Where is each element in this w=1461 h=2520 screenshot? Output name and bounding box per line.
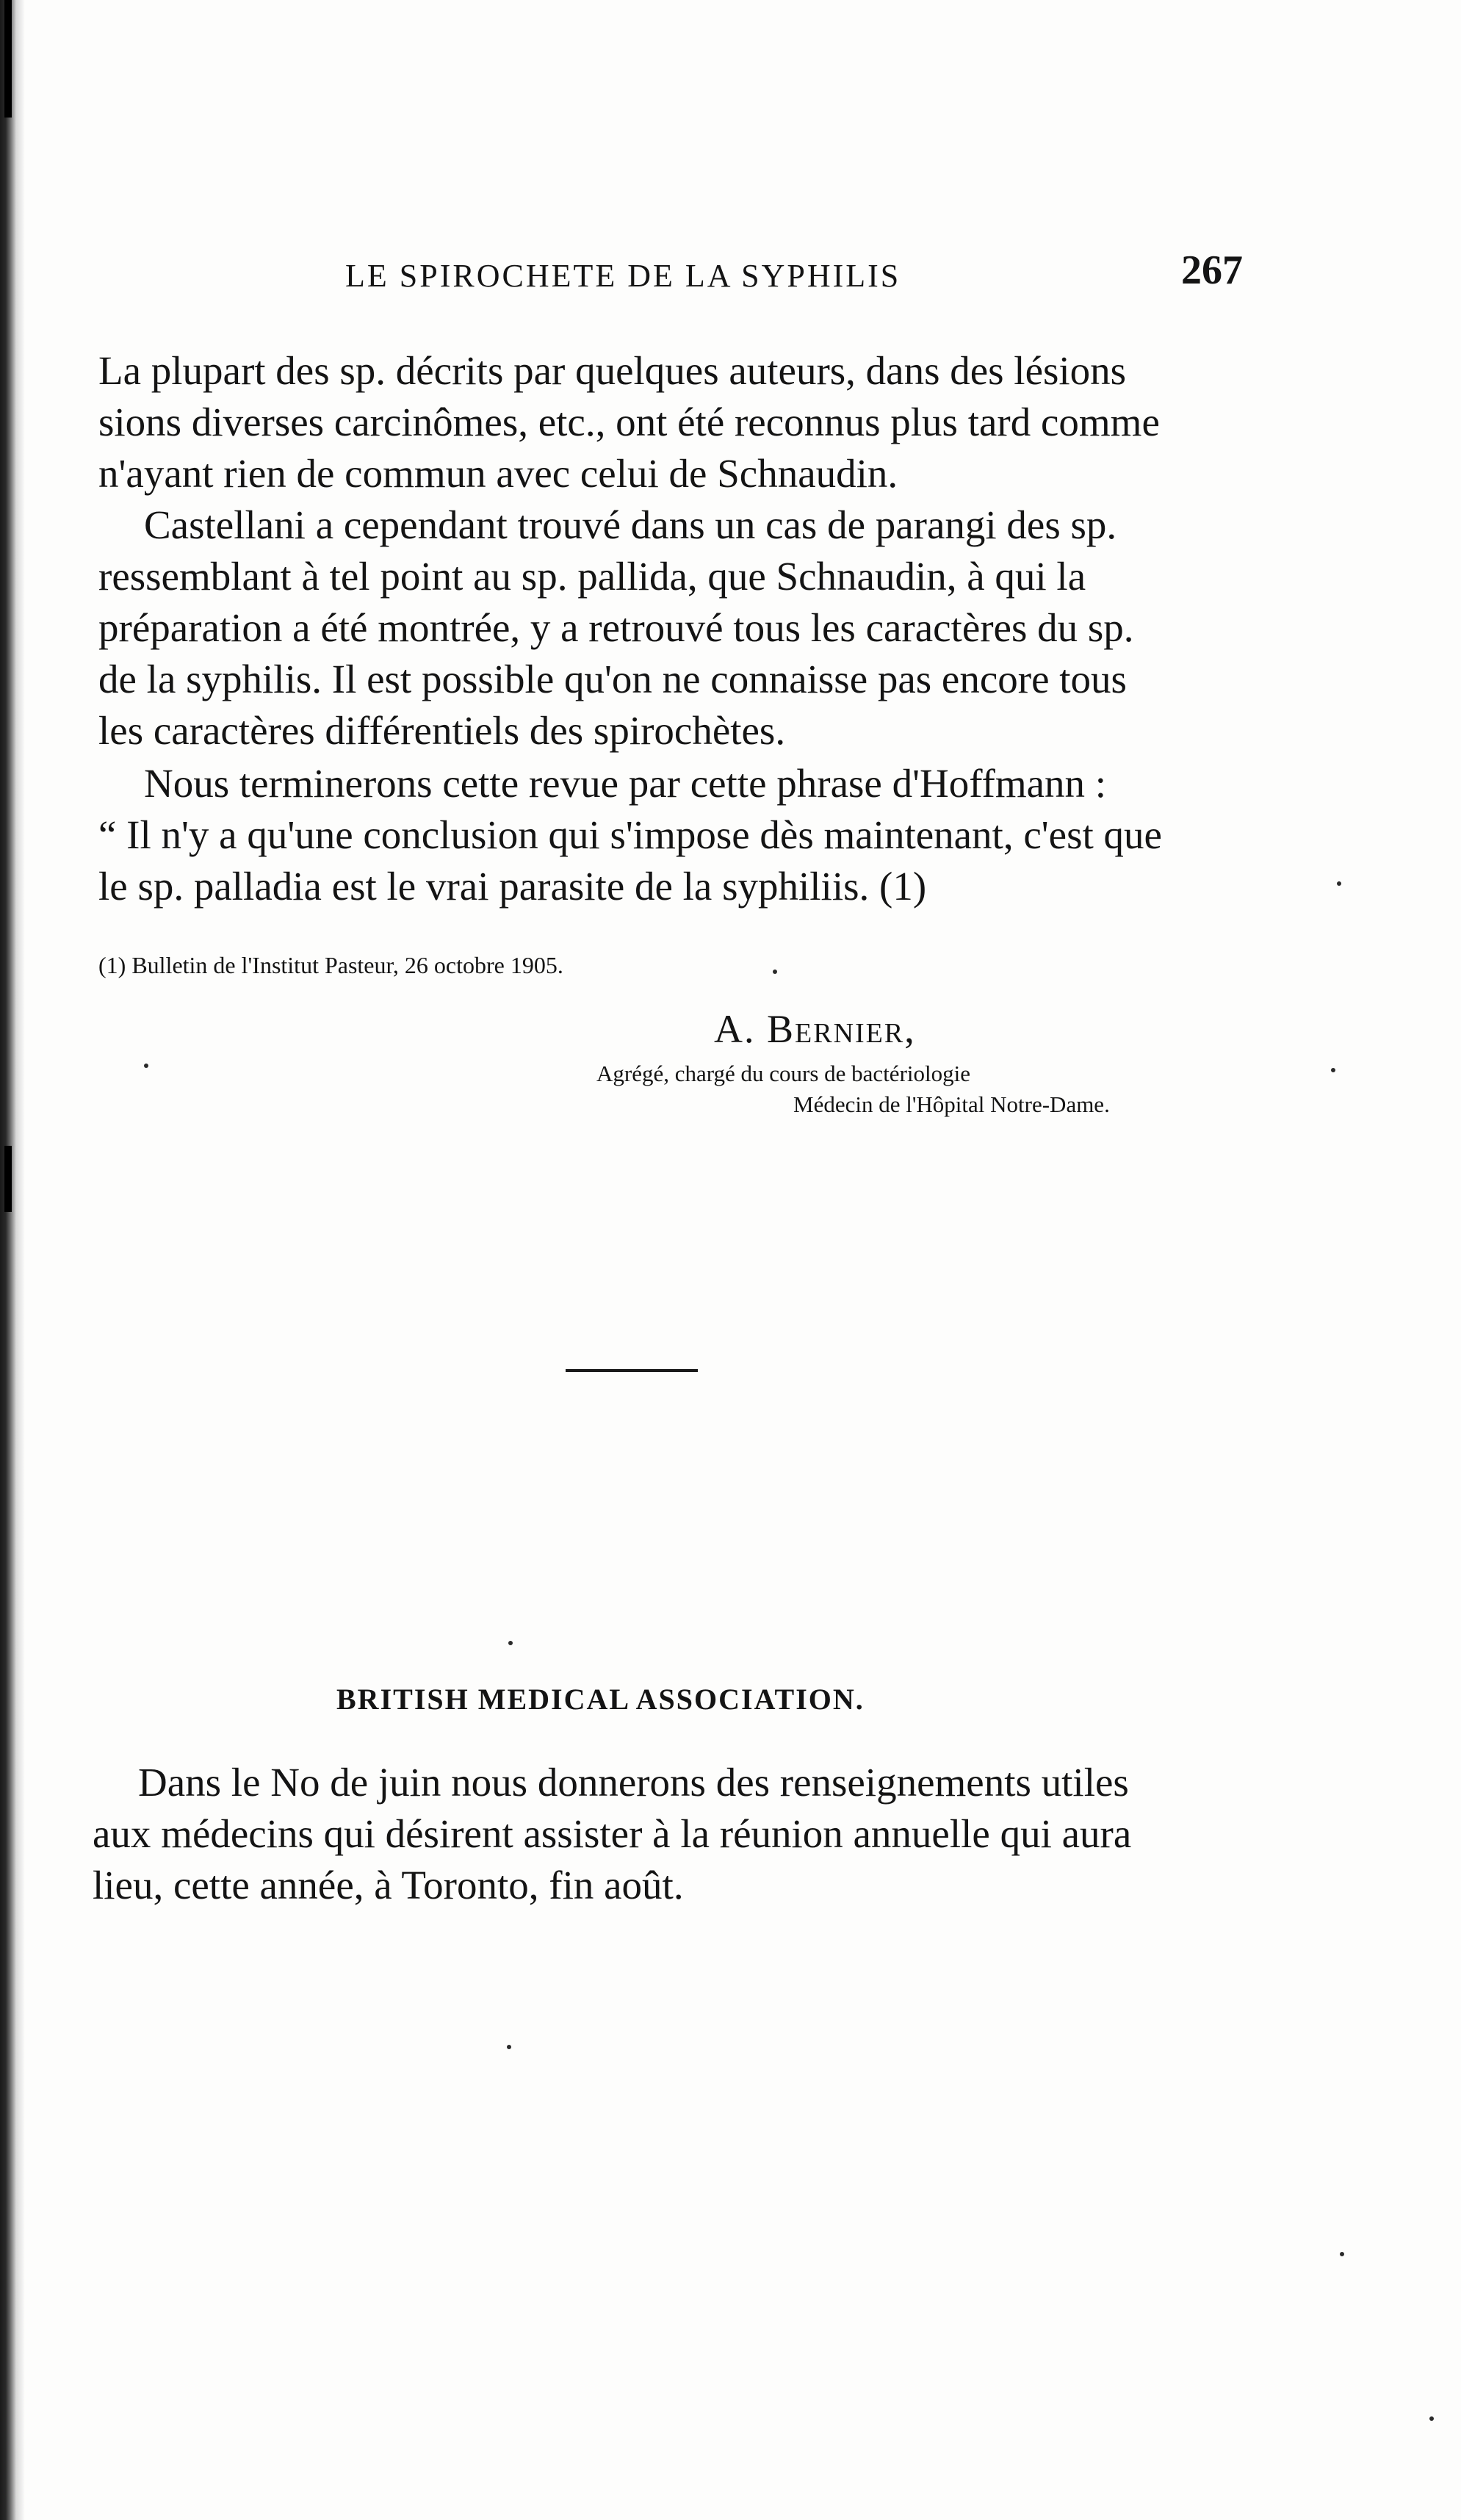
scan-speck [773,970,777,974]
text-line: n'ayant rien de commun avec celui de Schnaudin. [98,451,898,496]
paragraph-3 [98,758,1162,912]
text-line: préparation a été montrée, y a retrouvé tous les caractères du sp. [98,605,1134,650]
text-line: aux médecins qui désirent assister à la réunion annuelle qui aura [93,1811,1132,1856]
author-affiliation: Médecin de l'Hôpital Notre-Dame. [793,1091,1110,1117]
footnote: (1) Bulletin de l'Institut Pasteur, 26 octobre 1905. [98,952,563,978]
section-divider [566,1369,698,1372]
announcement-paragraph [93,1757,1131,1911]
text-line: “ Il n'y a qu'une conclusion qui s'impose dès maintenant, c'est que [98,812,1162,857]
scan-speck [1340,2252,1344,2256]
text-line: sions diverses carcinômes, etc., ont été reconnus plus tard comme [98,400,1160,444]
paragraph-2 [98,499,1134,757]
author-name: A. Bernier, [714,1007,916,1051]
text-line: Nous terminerons cette revue par cette phrase d'Hoffmann : [144,761,1107,806]
text-line: de la syphilis. Il est possible qu'on ne connaisse pas encore tous [98,657,1127,701]
text-line: le sp. palladia est le vrai parasite de la syphiliis. (1) [98,864,927,909]
paragraph-1 [98,345,1160,499]
section-heading: BRITISH MEDICAL ASSOCIATION. [336,1683,865,1716]
running-head: LE SPIROCHETE DE LA SYPHILIS [345,258,901,294]
scan-speck [1337,881,1341,886]
scan-speck [508,1641,513,1645]
page-number: 267 [1181,248,1243,293]
text-line: Dans le No de juin nous donnerons des renseignements utiles [138,1760,1129,1805]
author-affiliation: Agrégé, chargé du cours de bactériologie [596,1061,970,1086]
scan-speck [1331,1068,1335,1072]
text-line: ressemblant à tel point au sp. pallida, que Schnaudin, à qui la [98,554,1086,599]
text-line: La plupart des sp. décrits par quelques auteurs, dans des lésions [98,348,1127,393]
text-line: les caractères différentiels des spirochètes. [98,708,786,753]
text-line: lieu, cette année, à Toronto, fin août. [93,1863,684,1907]
binding-mark [4,1146,12,1212]
binding-edge [0,0,25,2520]
text-line: Castellani a cependant trouvé dans un cas de parangi des sp. [144,502,1117,547]
scan-speck [507,2045,511,2049]
scan-speck [1429,2416,1434,2421]
scan-speck [144,1064,148,1068]
author-signature [714,1006,916,1052]
binding-mark [4,0,12,118]
